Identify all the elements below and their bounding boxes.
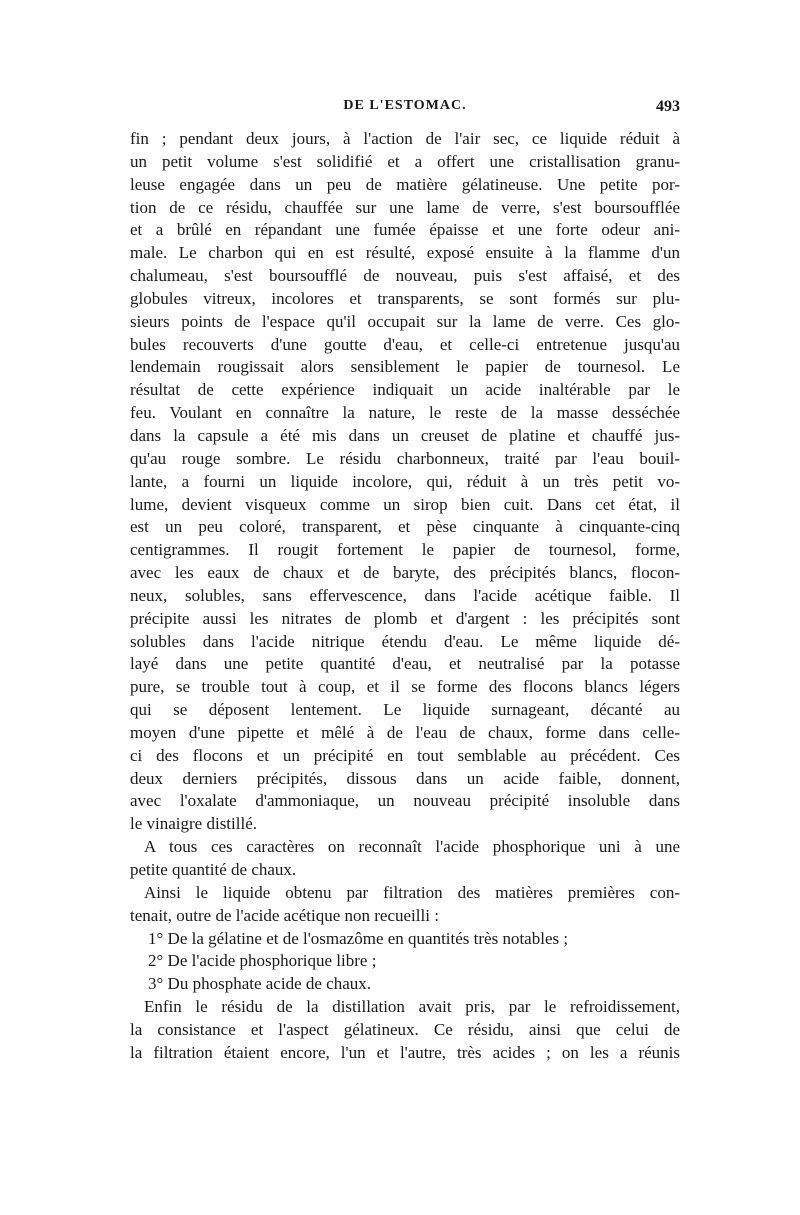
text-line: qu'au rouge sombre. Le résidu charbonneux, traité par l'eau bouil- xyxy=(130,448,680,468)
text-line: avec les eaux de chaux et de baryte, des précipités blancs, flocon- xyxy=(130,563,680,583)
text-line: tion de ce résidu, chauffée sur une lame de verre, s'est boursoufflée xyxy=(130,197,680,217)
text-line: leuse engagée dans un peu de matière gélatineuse. Une petite por- xyxy=(130,174,680,194)
list-item-line: 3° Du phosphate acide de chaux. xyxy=(148,974,372,994)
text-line: lante, a fourni un liquide incolore, qui, réduit à un très petit vo- xyxy=(130,471,680,491)
text-line: Ainsi le liquide obtenu par filtration des matières premières con- xyxy=(144,882,680,902)
text-line: la filtration étaient encore, l'un et l'autre, très acides ; on les a réunis xyxy=(130,1042,680,1062)
text-line: avec l'oxalate d'ammoniaque, un nouveau précipité insoluble dans xyxy=(130,791,680,811)
text-line: A tous ces caractères on reconnaît l'acide phosphorique uni à une xyxy=(144,837,680,857)
text-line: centigrammes. Il rougit fortement le papier de tournesol, forme, xyxy=(130,540,680,560)
text-line: qui se déposent lentement. Le liquide surnageant, décanté au xyxy=(130,700,680,720)
text-line: lume, devient visqueux comme un sirop bien cuit. Dans cet état, il xyxy=(130,494,680,514)
text-line: petite quantité de chaux. xyxy=(130,860,297,879)
text-line: Enfin le résidu de la distillation avait pris, par le refroidissement, xyxy=(144,997,680,1017)
list-item-line: 2° De l'acide phosphorique libre ; xyxy=(148,951,377,971)
text-line: fin ; pendant deux jours, à l'action de l'air sec, ce liquide réduit à xyxy=(130,129,680,148)
text-line: le vinaigre distillé. xyxy=(130,814,257,834)
text-line: précipite aussi les nitrates de plomb et d'argent : les précipités sont xyxy=(130,608,680,628)
text-line: layé dans une petite quantité d'eau, et neutralisé par la potasse xyxy=(130,654,680,674)
text-line: sieurs points de l'espace qu'il occupait sur la lame de verre. Ces glo- xyxy=(130,311,680,331)
body-text xyxy=(130,128,680,1065)
text-line: neux, solubles, sans effervescence, dans l'acide acétique faible. Il xyxy=(130,585,680,605)
text-line: moyen d'une pipette et mêlé à de l'eau de chaux, forme dans celle- xyxy=(130,722,680,742)
text-line: solubles dans l'acide nitrique étendu d'eau. Le même liquide dé- xyxy=(130,631,680,651)
text-line: résultat de cette expérience indiquait un acide inaltérable par le xyxy=(130,380,680,400)
text-line: et a brûlé en répandant une fumée épaisse et une forte odeur ani- xyxy=(130,220,680,240)
text-line: male. Le charbon qui en est résulté, exposé ensuite à la flamme d'un xyxy=(130,243,680,263)
text-line: lendemain rougissait alors sensiblement le papier de tournesol. Le xyxy=(130,357,680,377)
text-line: pure, se trouble tout à coup, et il se forme des flocons blancs légers xyxy=(130,677,680,697)
text-line: feu. Voulant en connaître la nature, le reste de la masse desséchée xyxy=(130,403,680,423)
text-line: ci des flocons et un précipité en tout semblable au précédent. Ces xyxy=(130,745,680,765)
text-line: tenait, outre de l'acide acétique non recueilli : xyxy=(130,905,439,925)
text-line: globules vitreux, incolores et transparents, se sont formés sur plu- xyxy=(130,288,680,308)
text-line: chalumeau, s'est boursoufflé de nouveau, puis s'est affaisé, et des xyxy=(130,266,680,286)
text-line: un petit volume s'est solidifié et a offert une cristallisation granu- xyxy=(130,151,680,171)
text-line: dans la capsule a été mis dans un creuset de platine et chauffé jus- xyxy=(130,425,680,445)
list-item-line: 1° De la gélatine et de l'osmazôme en quantités très notables ; xyxy=(148,928,569,948)
text-line: est un peu coloré, transparent, et pèse cinquante à cinquante-cinq xyxy=(130,517,680,537)
running-head xyxy=(130,98,680,122)
page-number: 493 xyxy=(656,98,680,115)
text-line: la consistance et l'aspect gélatineux. Ce résidu, ainsi que celui de xyxy=(130,1019,680,1039)
text-line: deux derniers précipités, dissous dans un acide faible, donnent, xyxy=(130,768,680,788)
running-title: DE L'ESTOMAC. xyxy=(343,98,467,113)
text-line: bules recouverts d'une goutte d'eau, et celle-ci entretenue jusqu'au xyxy=(130,334,680,354)
